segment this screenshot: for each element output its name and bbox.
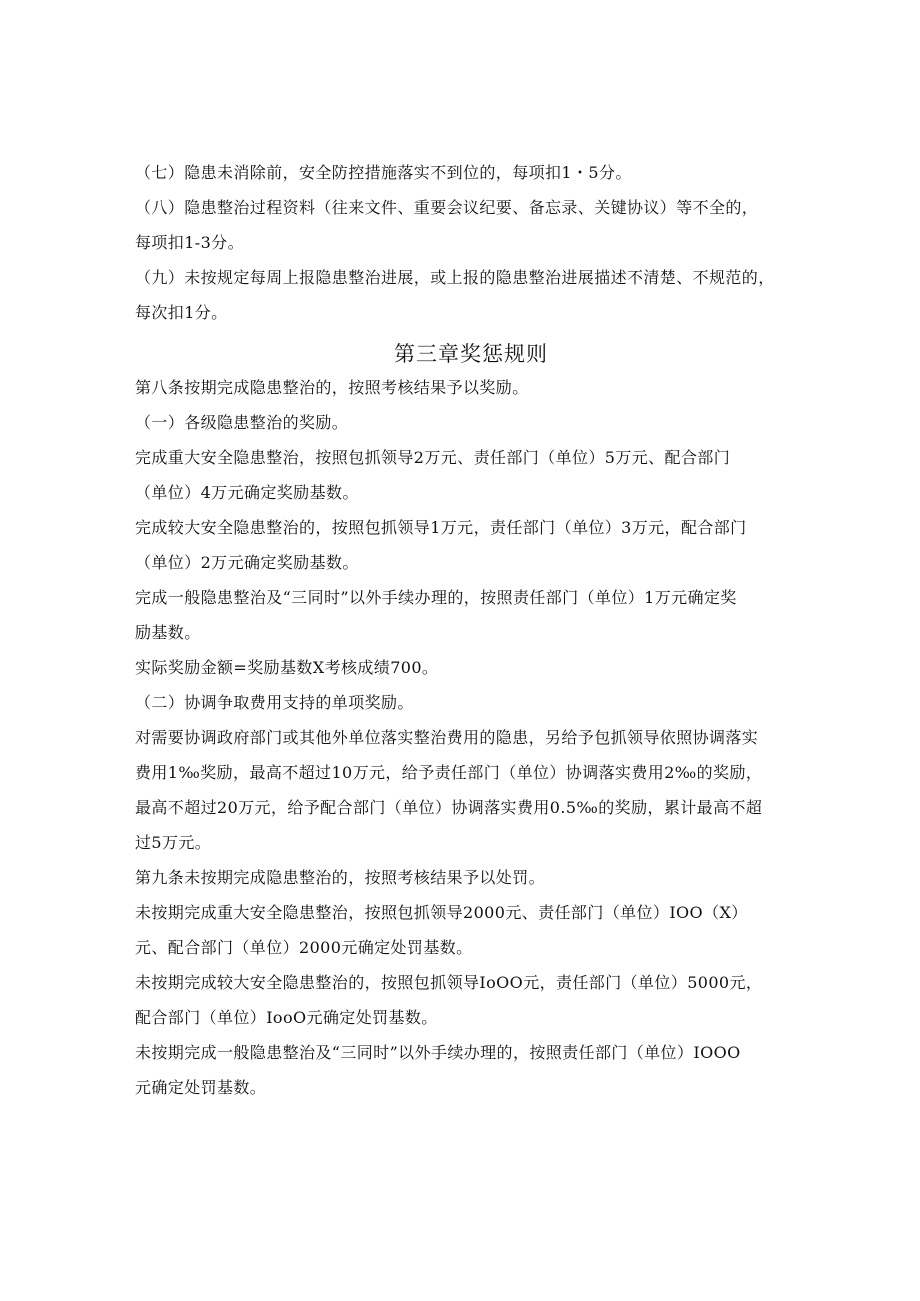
paragraph-line: 完成较大安全隐患整治的，按照包抓领导1万元，责任部门（单位）3万元，配合部门 [135, 518, 747, 537]
paragraph-line: （七）隐患未消除前，安全防控措施落实不到位的，每项扣1・5分。 [135, 163, 632, 182]
paragraph-line: 未按期完成一般隐患整治及“三同时”以外手续办理的，按照责任部门（单位）IOOO [135, 1043, 741, 1062]
paragraph-line: 第九条未按期完成隐患整治的，按照考核结果予以处罚。 [135, 868, 546, 887]
paragraph-line: 完成一般隐患整治及“三同时”以外手续办理的，按照责任部门（单位）1万元确定奖 [135, 588, 737, 607]
paragraph-line: （单位）2万元确定奖励基数。 [135, 553, 359, 572]
paragraph-line: 元确定处罚基数。 [135, 1078, 267, 1097]
paragraph-line: 实际奖励金额=奖励基数X考核成绩700。 [135, 658, 439, 677]
paragraph-line: 元、配合部门（单位）2000元确定处罚基数。 [135, 938, 473, 957]
paragraph-line: （八）隐患整治过程资料（往来文件、重要会议纪要、备忘录、关键协议）等不全的， [135, 198, 759, 217]
paragraph-line: （二）协调争取费用支持的单项奖励。 [135, 693, 414, 712]
paragraph-line: 每次扣1分。 [135, 303, 228, 322]
paragraph-line: （一）各级隐患整治的奖励。 [135, 413, 349, 432]
paragraph-line: 第八条按期完成隐患整治的，按照考核结果予以奖励。 [135, 378, 529, 397]
document-body [135, 161, 807, 1111]
paragraph-line: 费用1‰奖励，最高不超过10万元，给予责任部门（单位）协调落实费用2‰的奖励， [135, 763, 763, 782]
chapter-heading: 第三章奖惩规则 [394, 342, 548, 366]
paragraph-line: （九）未按规定每周上报隐患整治进展，或上报的隐患整治进展描述不清楚、不规范的， [135, 268, 775, 287]
paragraph-line: 过5万元。 [135, 833, 212, 852]
paragraph-line: 每项扣1-3分。 [135, 233, 244, 252]
paragraph-line: 对需要协调政府部门或其他外单位落实整治费用的隐患，另给予包抓领导依照协调落实 [135, 728, 759, 747]
paragraph-line: 配合部门（单位）IooO元确定处罚基数。 [135, 1008, 438, 1027]
paragraph-line: 未按期完成较大安全隐患整治的，按照包抓领导IoOO元，责任部门（单位）5000元， [135, 973, 763, 992]
paragraph-line: 励基数。 [135, 623, 201, 642]
paragraph-line: 完成重大安全隐患整治，按照包抓领导2万元、责任部门（单位）5万元、配合部门 [135, 448, 731, 467]
paragraph-line: 最高不超过20万元，给予配合部门（单位）协调落实费用0.5‰的奖励，累计最高不超 [135, 798, 763, 817]
paragraph-line: 未按期完成重大安全隐患整治，按照包抓领导2000元、责任部门（单位）IOO（X） [135, 903, 748, 922]
paragraph-line: （单位）4万元确定奖励基数。 [135, 483, 359, 502]
